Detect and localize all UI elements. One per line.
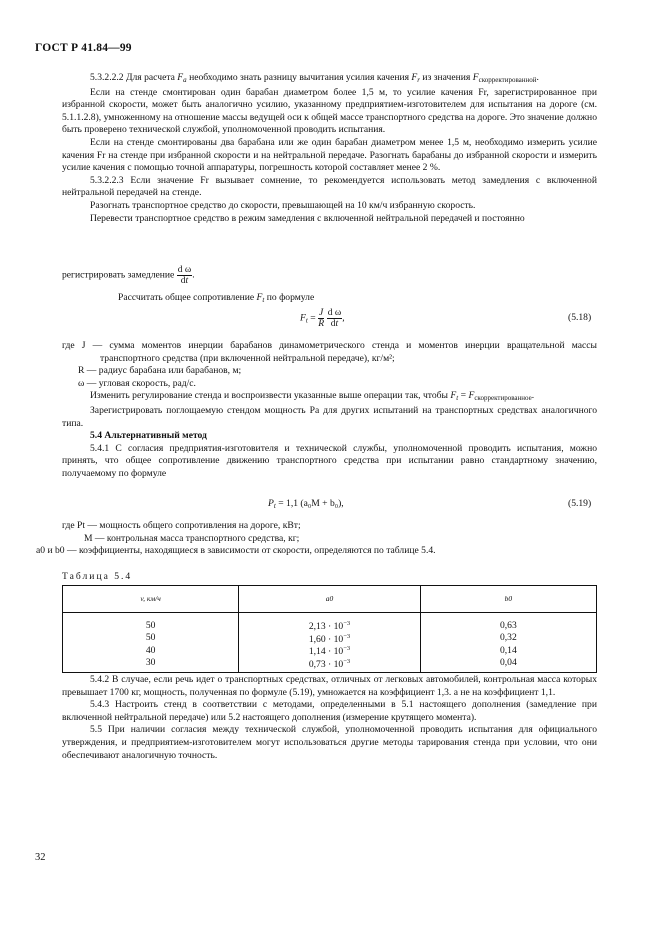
paragraph-5-4-2: 5.4.2 В случае, если речь идет о транспортных средствах, отличных от легковых автомобилей, контрольная масса которых превышает 1700 кг, мощность, полученная по формуле (5.19), умножается на коэффициент 1,3. а не на коэффициент 1,1. [62,674,597,698]
exponent: −3 [343,620,351,627]
where-omega: ω — угловая скорость, рад/с. [78,377,196,389]
paragraph-5-5: 5.5 При наличии согласия между технической службой, уполномоченной проводить испытания для официального утверждения, и предприятием-изготовителем могут использоваться другие методы тарирования стенда при условии, что они обеспечивают аналогичную точность. [62,724,597,761]
text-span: из значения [420,72,473,83]
table-row [63,644,597,657]
exponent: −3 [343,632,351,640]
subscript-text: скорректированное [474,394,532,403]
exponent: −3 [343,645,351,653]
where-pt: где Pt — мощность общего сопротивления на дороге, кВт; [62,520,301,531]
section-5-3-2-2-2 [62,72,597,225]
text-span: необходимо знать разницу вычитания усилия качения [186,72,412,83]
fraction-j-r [318,308,324,329]
paragraph-accelerate: Разогнать транспортное средство до скорости, превышающей на 10 км/ч избранную скорость. [90,199,476,211]
paragraph-adjust: Изменить регулирование стенда и воспроизвести указанные выше операции так, чтобы $F_t = F_{скорректированное}$. [90,390,535,403]
formula-5-19: $P_t = 1,1$ (a₀M + b₀), [268,498,344,510]
table-cell: 0,32 [420,632,596,645]
table-header-cell: a0 [239,586,421,613]
coefficients-table [62,585,597,673]
where-a0-b0: a0 и b0 — коэффициенты, находящиеся в зависимости от скорости, определяются по таблице 5.4. [36,545,436,557]
paragraph-5-3-2-2-2: 5.3.2.2.2 Для расчета $F_a$ необходимо знать разницу вычитания усилия качения $F_r$ из значения $F_{скорректированной}$. [90,72,539,84]
table-cell [239,613,421,632]
table-cell-value: 0,73 · 10 [308,658,344,670]
formula-lhs: F [300,312,306,324]
formula-5-18: $F_t$ = $\frac{J}{R}$ $\frac{\text{d ω}}{dt}$ , [300,307,345,329]
table-cell [239,657,421,673]
table-row [63,657,597,673]
table-cell: 50 [63,613,239,632]
text-span: . [536,72,539,83]
table-cell: 0,14 [420,644,596,657]
table-cell [239,644,421,657]
text-span: Изменить регулирование стенда и воспроизвести указанные выше операции так, чтобы [90,390,448,402]
deceleration-line: регистрировать замедление $\frac{\text{d ω}}{dt}$ . [62,264,195,286]
fraction-numerator: d ω [177,264,192,275]
where-r: R — радиус барабана или барабанов, м; [78,365,242,377]
table-cell: 0,04 [420,657,596,673]
fraction-d-omega-dt [327,308,343,329]
subscript-text: скорректированной [478,76,537,84]
heading-5-4: 5.4 Альтернативный метод [90,430,207,442]
fraction-denominator-var: t [335,318,339,329]
paragraph-5-4-3: 5.4.3 Настроить стенд в соответствии с методами, определенными в 5.1 настоящего дополнения (замедление при включенной нейтральной передаче) или 5.2 настоящего дополнения (измерение крутящего момента). [62,699,597,723]
fraction-numerator: d ω [327,307,342,318]
formula-rhs: = 1,1 (a₀M + b₀), [278,498,344,509]
where-block-5-19 [36,520,597,558]
paragraph-calculate: Рассчитать общее сопротивление $F_t$ по формуле [118,292,315,304]
table-row [63,613,597,632]
paragraph-one-roller: Если на стенде смонтирован один барабан диаметром более 1,5 м, то усилие качения Fr, зарегистрированное при избранной скорости, может быть аналогично усилию, указанному предприятием-изготовителем для испытания на дороге (см. 5.1.1.2.8), умноженному на отношение массы ведущей оси к общей массе транспортного средства на дороге. Это значение должно быть проверено технической службой, уполномоченной проводить испытания. [62,86,597,136]
table-cell [239,632,421,645]
table-header-cell: b0 [420,586,596,613]
table-cell: 30 [63,657,239,673]
table-cell: 50 [63,632,239,645]
table-cell: 40 [63,644,239,657]
paragraph-two-rollers: Если на стенде смонтированы два барабана или же один барабан диаметром менее 1,5 м, необходимо измерить усилие качения Fr на стенде при избранной скорости и на нейтральной передаче. Разогнать барабаны до избранной скорости и измерить усилие качения с помощью точной аппаратуры, погрешность которой составляет менее 2 %. [62,136,597,174]
where-m: M — контрольная масса транспортного средства, кг; [84,532,300,544]
fraction-denominator: R [318,318,325,329]
fraction-numerator: J [319,307,324,318]
page-number: 32 [35,852,46,863]
formula-lhs-sub: t [305,316,308,325]
equation-number-5-19: (5.19) [568,498,592,509]
table-cell: 0,63 [420,613,596,632]
exponent: −3 [343,657,351,665]
paragraph-5-3-2-2-3: 5.3.2.2.3 Если значение Fr вызывает сомнение, то рекомендуется использовать метод замедления с включенной нейтральной передачей на стенде. [62,174,597,199]
fraction-denominator: d [180,275,186,286]
paragraph-5-4-1: 5.4.1 С согласия предприятия-изготовителя и технической службы, уполномоченной проводить испытания, можно принять, что общее сопротивление движению транспортного средства при испытании равно стандартному значению, получаемому по формуле [62,442,597,479]
where-j: где J — сумма моментов инерции барабанов динамометрического стенда и моментов инерции вращательной массы транспортного средства (при включенной нейтральной передаче), кг/м²; [62,340,597,364]
table-header-cell: v, км/ч [63,586,239,613]
table-caption: Таблица 5.4 [62,571,133,582]
fraction-denominator-var: t [185,275,189,286]
fraction-denominator: d [330,318,336,329]
paragraph-register-power: Зарегистрировать поглощаемую стендом мощность Pa для других испытаний на транспортных средствах аналогичного типа. [62,404,597,429]
table-header-row [63,586,597,613]
table-cell-value: 2,13 · 10 [308,621,344,632]
fraction-d-omega-dt [177,265,193,286]
formula-tail: , [342,312,345,324]
text-span: регистрировать замедление [62,269,175,281]
table-row [63,632,597,645]
equation-number-5-18: (5.18) [568,312,592,323]
document-header: ГОСТ Р 41.84—99 [35,42,132,54]
table-cell-value: 1,60 · 10 [308,633,344,645]
table-cell-value: 1,14 · 10 [308,646,344,658]
text-span: Рассчитать общее сопротивление [118,292,257,303]
where-block-5-18 [62,340,597,481]
section-5-4-2-to-5-5 [62,674,597,762]
paragraph-deceleration-mode: Перевести транспортное средство в режим замедления с включенной нейтральной передачей и постоянно [90,212,525,224]
text-span: 5.3.2.2.2 Для расчета [90,72,178,83]
text-span: по формуле [264,292,315,303]
